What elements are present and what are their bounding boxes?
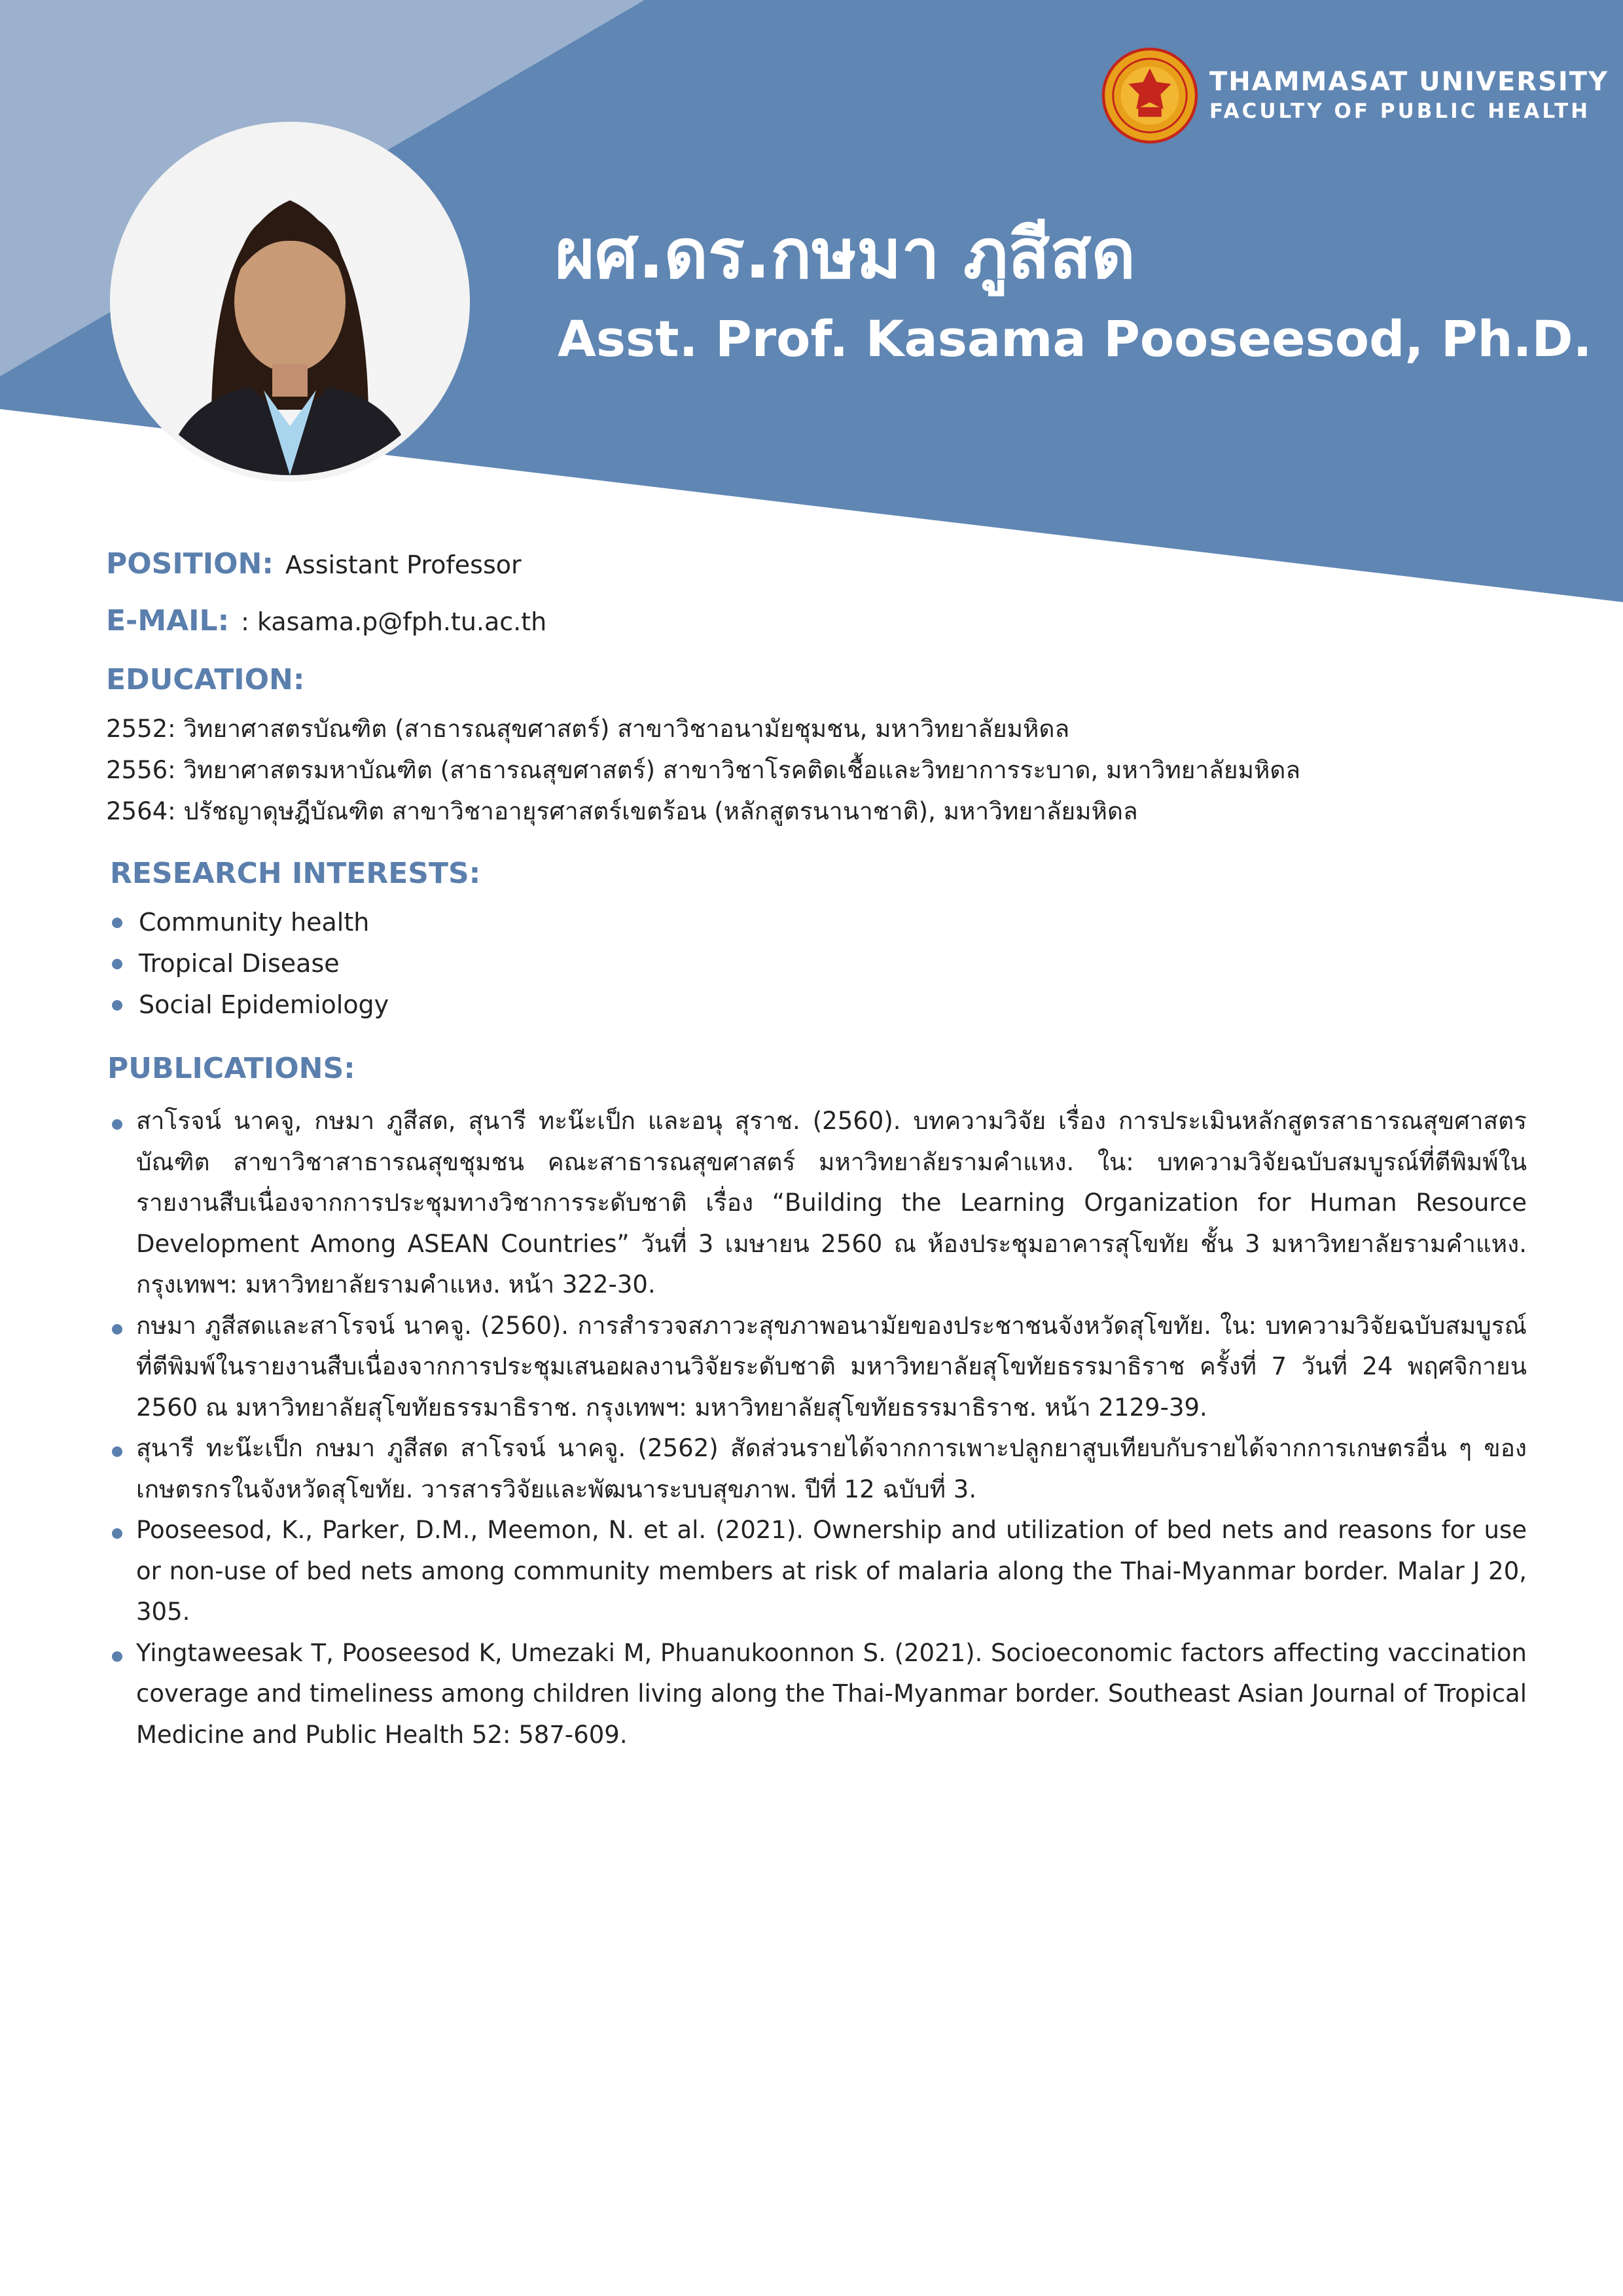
email-value[interactable]: : kasama.p@fph.tu.ac.th: [241, 607, 547, 636]
email-label: E-MAIL:: [106, 604, 230, 637]
publications-list: [110, 1101, 1527, 1755]
profile-photo: [110, 122, 470, 482]
university-seal-logo: [1101, 47, 1198, 144]
university-wordmark: [1209, 65, 1609, 124]
name-thai: ผศ.ดร.กษมา ภูสีสด: [555, 214, 1136, 294]
research-item: Social Epidemiology: [110, 984, 389, 1026]
research-heading: RESEARCH INTERESTS:: [110, 857, 481, 890]
email-row: [106, 603, 546, 639]
publications-heading: PUBLICATIONS:: [107, 1052, 355, 1085]
university-name: THAMMASAT UNIVERSITY: [1209, 67, 1609, 97]
publication-item: Pooseesod, K., Parker, D.M., Meemon, N. et al. (2021). Ownership and utilization of bed nets and reasons for use or non-use of bed nets among community members at risk of malaria along the Thai-Myanmar border. Malar J 20, 305.: [110, 1510, 1527, 1633]
publication-item: กษมา ภูสีสดและสาโรจน์ นาคจู. (2560). การสำรวจสภาวะสุขภาพอนามัยของประชาชนจังหวัดสุโขทัย. ใน: บทความวิจัยฉบับสมบูรณ์ที่ตีพิมพ์ในรายงานสืบเนื่องจากการประชุมเสนอผลงานวิจัยระดับชาติ มหาวิทยาลัยสุโขทัยธรรมาธิราช ครั้งที่ 7 วันที่ 24 พฤศจิกายน 2560 ณ มหาวิทยาลัยสุโขทัยธรรมาธิราช. กรุงเทพฯ: มหาวิทยาลัยสุโขทัยธรรมาธิราช. หน้า 2129-39.: [110, 1306, 1527, 1429]
research-list: [110, 902, 389, 1026]
education-item: 2552: วิทยาศาสตรบัณฑิต (สาธารณสุขศาสตร์) สาขาวิชาอนามัยชุมชน, มหาวิทยาลัยมหิดล: [106, 715, 1070, 743]
position-label: POSITION:: [106, 547, 274, 581]
faculty-name: FACULTY OF PUBLIC HEALTH: [1209, 99, 1591, 123]
education-list: [106, 708, 1300, 832]
education-item: 2556: วิทยาศาสตรมหาบัณฑิต (สาธารณสุขศาสตร์) สาขาวิชาโรคติดเชื้อและวิทยาการระบาด, มหาวิทยาลัยมหิดล: [106, 756, 1301, 784]
publication-item: สาโรจน์ นาคจู, กษมา ภูสีสด, สุนารี ทะน๊ะเป็ก และอนุ สุราช. (2560). บทความวิจัย เรื่อง การประเมินหลักสูตรสาธารณสุขศาสตรบัณฑิต สาขาวิชาสาธารณสุขชุมชน คณะสาธารณสุขศาสตร์ มหาวิทยาลัยรามคำแหง. ใน: บทความวิจัยฉบับสมบูรณ์ที่ตีพิมพ์ในรายงานสืบเนื่องจากการประชุมทางวิชาการระดับชาติ เรื่อง “Building the Learning Organization for Human Resource Development Among ASEAN Countries” วันที่ 3 เมษายน 2560 ณ ห้องประชุมอาคารสุโขทัย ชั้น 3 มหาวิทยาลัยรามคำแหง. กรุงเทพฯ: มหาวิทยาลัยรามคำแหง. หน้า 322-30.: [110, 1101, 1527, 1306]
research-item: Community health: [110, 902, 389, 943]
research-item: Tropical Disease: [110, 943, 389, 984]
publication-item: สุนารี ทะน๊ะเป็ก กษมา ภูสีสด สาโรจน์ นาคจู. (2562) สัดส่วนรายได้จากการเพาะปลูกยาสูบเทียบกับรายได้จากการเกษตรอื่น ๆ ของเกษตรกรในจังหวัดสุโขทัย. วารสารวิจัยและพัฒนาระบบสุขภาพ. ปีที่ 12 ฉบับที่ 3.: [110, 1428, 1527, 1510]
education-item: 2564: ปรัชญาดุษฎีบัณฑิต สาขาวิชาอายุรศาสตร์เขตร้อน (หลักสูตรนานาชาติ), มหาวิทยาลัยมหิดล: [106, 797, 1138, 825]
publication-item: Yingtaweesak T, Pooseesod K, Umezaki M, Phuanukoonnon S. (2021). Socioeconomic factors affecting vaccination coverage and timeliness among children living along the Thai-Myanmar border. Southeast Asian Journal of Tropical Medicine and Public Health 52: 587-609.: [110, 1633, 1527, 1756]
name-english: Asst. Prof. Kasama Pooseesod, Ph.D.: [558, 310, 1592, 368]
education-heading: EDUCATION:: [106, 663, 305, 696]
position-row: [106, 547, 522, 583]
position-value: Assistant Professor: [285, 550, 522, 579]
